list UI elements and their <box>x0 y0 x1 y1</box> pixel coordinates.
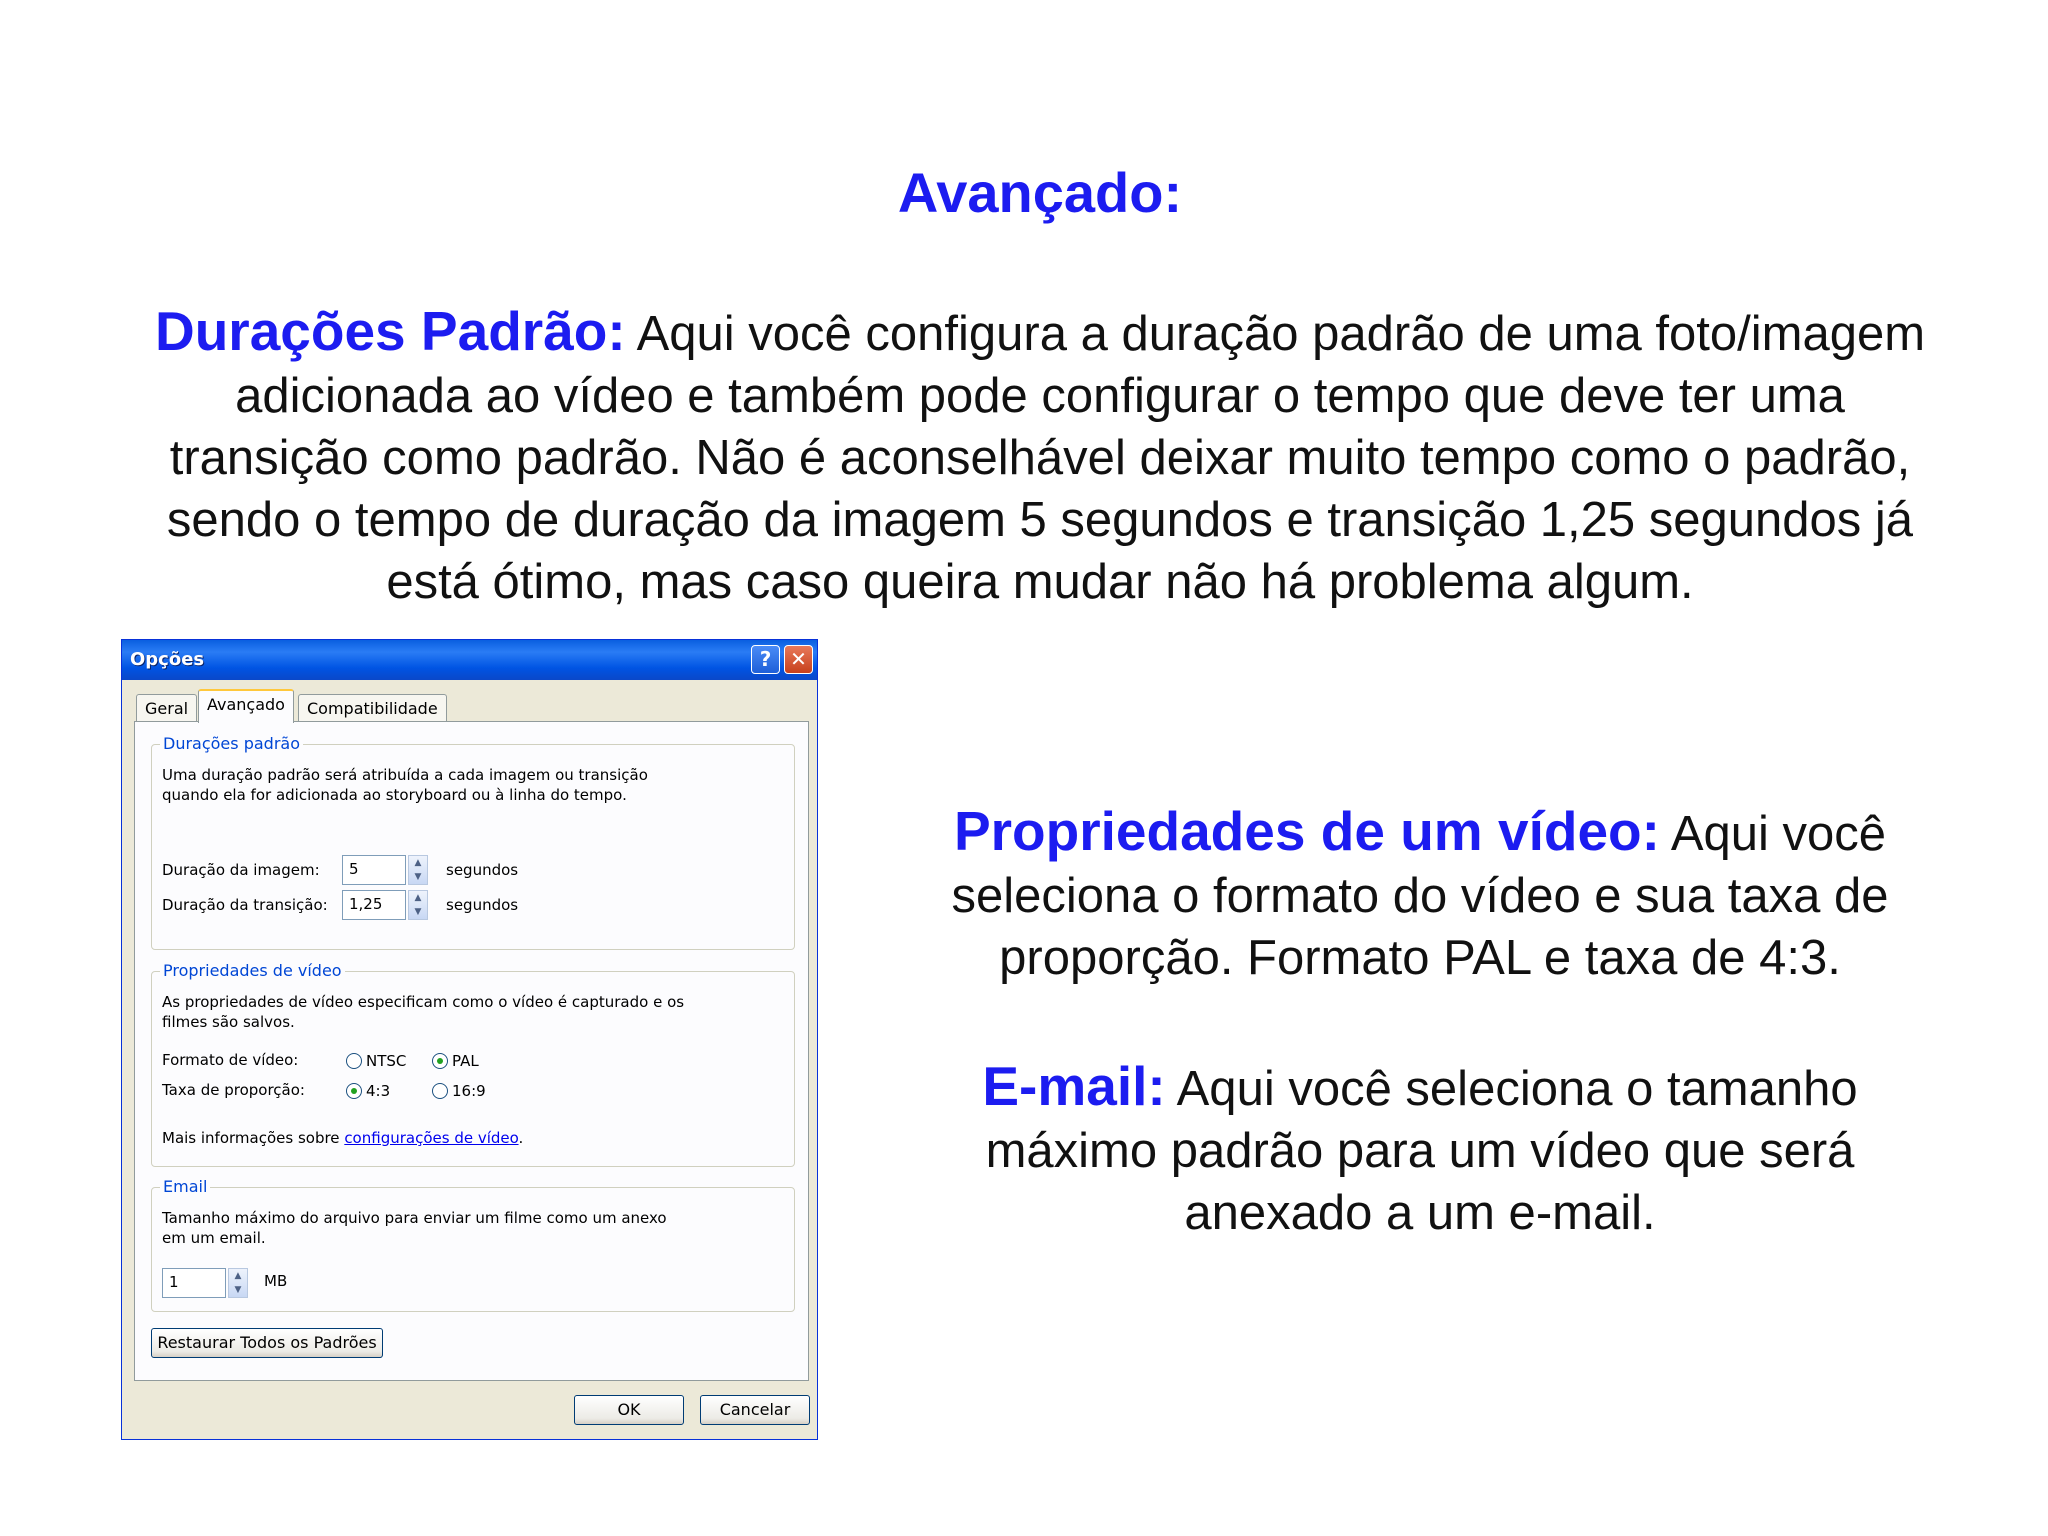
duracao-transicao-input[interactable]: 1,25 <box>342 890 406 920</box>
propriedades-text: Aqui você seleciona o formato do vídeo e sua taxa de proporção. Formato PAL e taxa de 4:3. <box>951 807 1889 985</box>
duracao-imagem-unit: segundos <box>446 861 519 879</box>
email-group <box>151 1177 795 1312</box>
pal-radio[interactable] <box>432 1053 448 1069</box>
slide-title: Avançado: <box>897 161 1183 224</box>
help-button[interactable]: ? <box>751 645 780 674</box>
duracoes-desc-1: Uma duração padrão será atribuída a cada imagem ou transição <box>162 766 648 784</box>
spin-down-icon[interactable]: ▼ <box>414 872 422 882</box>
propriedades-paragraph <box>920 800 1920 989</box>
taxa-proporcao-label: Taxa de proporção: <box>162 1081 305 1099</box>
duracao-imagem-label: Duração da imagem: <box>162 861 320 879</box>
propriedades-heading: Propriedades de um vídeo: <box>953 800 1660 862</box>
duracoes-heading: Durações Padrão: <box>154 300 626 362</box>
ntsc-label[interactable]: NTSC <box>366 1052 407 1070</box>
duracao-transicao-spinner[interactable] <box>408 890 428 920</box>
tab-compatibilidade[interactable]: Compatibilidade <box>298 694 447 721</box>
duracoes-group <box>151 734 795 950</box>
video-desc-2: filmes são salvos. <box>162 1013 295 1031</box>
ratio-16-9-radio[interactable] <box>432 1083 448 1099</box>
duracao-transicao-label: Duração da transição: <box>162 896 328 914</box>
video-group <box>151 961 795 1167</box>
pal-label[interactable]: PAL <box>452 1052 479 1070</box>
duracao-transicao-unit: segundos <box>446 896 519 914</box>
spin-up-icon[interactable]: ▲ <box>234 1271 242 1281</box>
duracoes-legend: Durações padrão <box>160 734 303 753</box>
spin-up-icon[interactable]: ▲ <box>414 858 422 868</box>
duracoes-text: Aqui você configura a duração padrão de uma foto/imagem adicionada ao vídeo e também pode configurar o tempo que deve ter uma transição como padrão. Não é aconselhável deixar muito tempo como o padrão, sendo o tempo de duração da imagem 5 segundos e transição 1,25 segundos já está ótimo, mas caso queira mudar não há problema algum. <box>166 307 1926 609</box>
duracao-imagem-input[interactable]: 5 <box>342 855 406 885</box>
ok-button[interactable]: OK <box>574 1395 684 1425</box>
dialog-title: Opções <box>130 649 205 670</box>
ratio-16-9-label[interactable]: 16:9 <box>452 1082 486 1100</box>
video-settings-link[interactable]: configurações de vídeo <box>344 1129 519 1147</box>
restore-defaults-button[interactable]: Restaurar Todos os Padrões <box>151 1328 383 1358</box>
close-button[interactable]: ✕ <box>784 645 813 674</box>
formato-video-label: Formato de vídeo: <box>162 1051 299 1069</box>
email-text: Aqui você seleciona o tamanho máximo padrão para um vídeo que será anexado a um e-mail. <box>985 1062 1858 1240</box>
email-paragraph <box>920 1055 1920 1244</box>
email-size-unit: MB <box>264 1272 288 1290</box>
video-info-line <box>162 1128 523 1148</box>
options-dialog <box>121 639 818 1440</box>
tab-avancado[interactable]: Avançado <box>198 689 294 723</box>
email-desc-2: em um email. <box>162 1229 266 1247</box>
duracao-imagem-spinner[interactable] <box>408 855 428 885</box>
video-desc-1: As propriedades de vídeo especificam como o vídeo é capturado e os <box>162 993 685 1011</box>
spin-down-icon[interactable]: ▼ <box>234 1285 242 1295</box>
ratio-4-3-radio[interactable] <box>346 1083 362 1099</box>
email-size-input[interactable]: 1 <box>162 1268 226 1298</box>
ratio-4-3-label[interactable]: 4:3 <box>366 1082 391 1100</box>
spin-up-icon[interactable]: ▲ <box>414 893 422 903</box>
duracoes-desc-2: quando ela for adicionada ao storyboard ou à linha do tempo. <box>162 786 627 804</box>
tab-geral[interactable]: Geral <box>136 694 197 721</box>
dialog-titlebar[interactable] <box>122 640 817 680</box>
email-legend: Email <box>160 1177 210 1196</box>
advanced-tab-panel <box>134 721 809 1381</box>
email-heading: E-mail: <box>982 1055 1166 1117</box>
video-info-prefix: Mais informações sobre <box>162 1129 345 1147</box>
duracoes-paragraph <box>140 300 1940 613</box>
video-legend: Propriedades de vídeo <box>160 961 345 980</box>
email-size-spinner[interactable] <box>228 1268 248 1298</box>
email-desc-1: Tamanho máximo do arquivo para enviar um filme como um anexo <box>162 1209 667 1227</box>
cancel-button[interactable]: Cancelar <box>700 1395 810 1425</box>
spin-down-icon[interactable]: ▼ <box>414 907 422 917</box>
ntsc-radio[interactable] <box>346 1053 362 1069</box>
video-info-suffix: . <box>518 1129 524 1147</box>
